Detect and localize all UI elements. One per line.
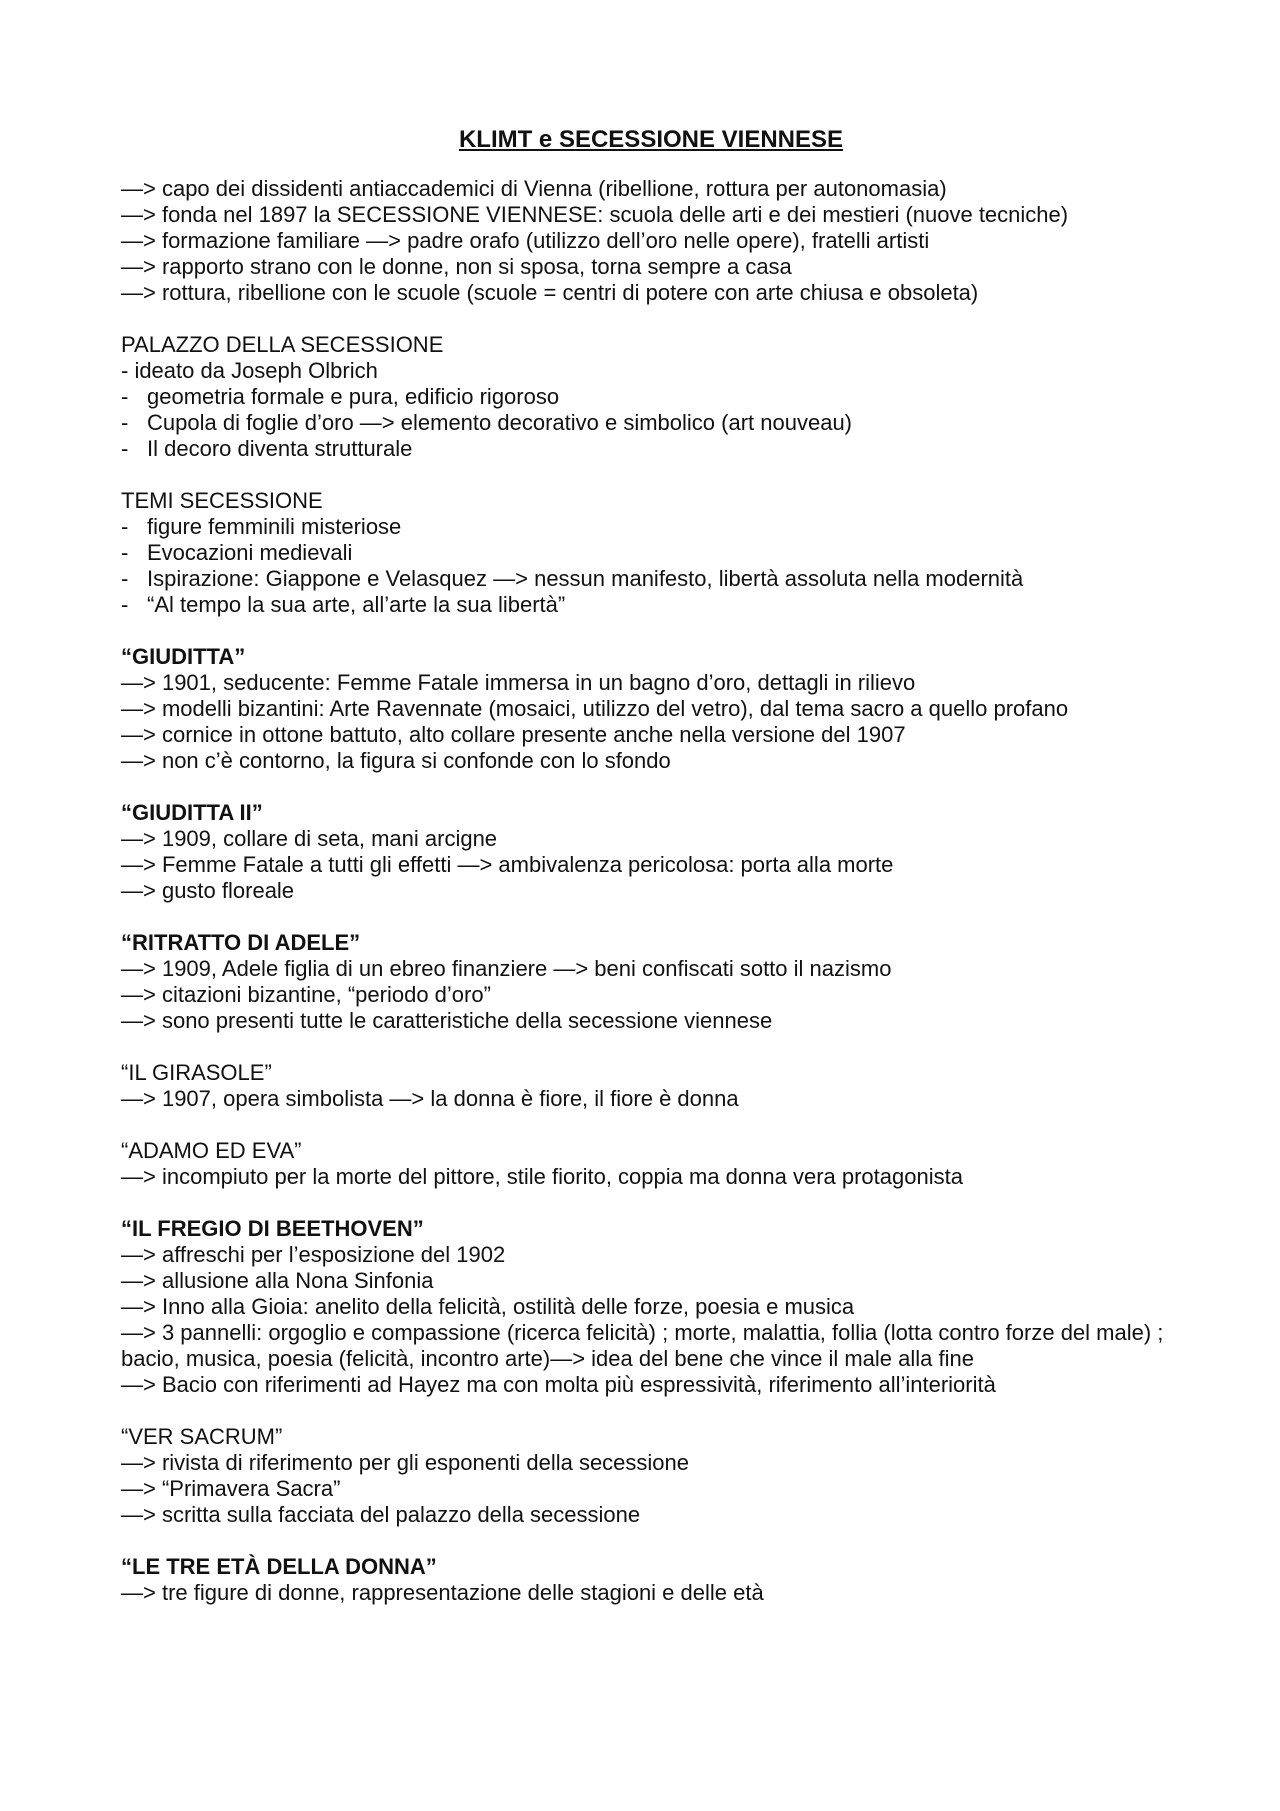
note-line: - ideato da Joseph Olbrich — [121, 358, 378, 383]
note-line: —> 1909, Adele figlia di un ebreo finanziere —> beni confiscati sotto il nazismo — [121, 956, 892, 981]
note-line: —> Inno alla Gioia: anelito della felicità, ostilità delle forze, poesia e musica — [121, 1294, 855, 1319]
note-line: —> modelli bizantini: Arte Ravennate (mosaici, utilizzo del vetro), dal tema sacro a quello profano — [121, 696, 1069, 721]
section-heading: TEMI SECESSIONE — [121, 488, 323, 513]
note-line: —> “Primavera Sacra” — [121, 1476, 341, 1501]
section-heading: “LE TRE ETÀ DELLA DONNA” — [121, 1554, 437, 1579]
section-heading: “VER SACRUM” — [121, 1424, 283, 1449]
document-title: KLIMT e SECESSIONE VIENNESE — [458, 126, 844, 153]
note-line: —> tre figure di donne, rappresentazione delle stagioni e delle età — [121, 1580, 764, 1605]
bullet-text: figure femminili misteriose — [147, 514, 402, 539]
note-line: —> allusione alla Nona Sinfonia — [121, 1268, 434, 1293]
note-line: —> Femme Fatale a tutti gli effetti —> ambivalenza pericolosa: porta alla morte — [121, 852, 894, 877]
note-line: —> rapporto strano con le donne, non si sposa, torna sempre a casa — [121, 254, 792, 279]
section-heading: “ADAMO ED EVA” — [121, 1138, 302, 1163]
note-line: —> affreschi per l’esposizione del 1902 — [121, 1242, 506, 1267]
bullet-dash: - — [121, 566, 129, 591]
note-line: —> sono presenti tutte le caratteristiche della secessione viennese — [121, 1008, 773, 1033]
note-line: —> fonda nel 1897 la SECESSIONE VIENNESE: scuola delle arti e dei mestieri (nuove tecniche) — [121, 202, 1069, 227]
section-heading: “GIUDITTA II” — [121, 800, 263, 825]
bullet-text: Evocazioni medievali — [147, 540, 353, 565]
bullet-item — [121, 566, 1181, 592]
note-section — [121, 1424, 1181, 1528]
note-section — [121, 800, 1181, 904]
note-line: —> 3 pannelli: orgoglio e compassione (ricerca felicità) ; morte, malattia, follia (lotta contro forze del male) ; bacio, musica, poesia (felicità, incontro arte)—> idea del bene che vince il male alla fine — [121, 1320, 1164, 1371]
note-section — [121, 1554, 1181, 1606]
note-line: —> capo dei dissidenti antiaccademici di Vienna (ribellione, rottura per autonomasia) — [121, 176, 947, 201]
bullet-item — [121, 384, 1181, 410]
note-section — [121, 332, 1181, 462]
note-line: —> scritta sulla facciata del palazzo della secessione — [121, 1502, 641, 1527]
bullet-item — [121, 410, 1181, 436]
bullet-text: geometria formale e pura, edificio rigoroso — [147, 384, 560, 409]
bullet-item — [121, 592, 1181, 618]
note-line: —> non c’è contorno, la figura si confonde con lo sfondo — [121, 748, 671, 773]
bullet-text: Il decoro diventa strutturale — [147, 436, 413, 461]
note-section — [121, 644, 1181, 774]
note-section — [121, 1216, 1181, 1398]
section-heading: “RITRATTO DI ADELE” — [121, 930, 361, 955]
bullet-dash: - — [121, 384, 129, 409]
section-heading: “IL GIRASOLE” — [121, 1060, 272, 1085]
note-line: —> rivista di riferimento per gli esponenti della secessione — [121, 1450, 690, 1475]
bullet-dash: - — [121, 436, 129, 461]
section-heading: “GIUDITTA” — [121, 644, 246, 669]
bullet-dash: - — [121, 410, 129, 435]
bullet-item — [121, 540, 1181, 566]
note-section — [121, 176, 1181, 306]
document-page — [121, 126, 1181, 1632]
note-line: —> 1901, seducente: Femme Fatale immersa in un bagno d’oro, dettagli in rilievo — [121, 670, 916, 695]
bullet-dash: - — [121, 540, 129, 565]
note-section — [121, 488, 1181, 618]
bullet-item — [121, 436, 1181, 462]
note-line: —> citazioni bizantine, “periodo d’oro” — [121, 982, 491, 1007]
note-line: —> gusto floreale — [121, 878, 295, 903]
section-heading: PALAZZO DELLA SECESSIONE — [121, 332, 444, 357]
bullet-text: “Al tempo la sua arte, all’arte la sua libertà” — [147, 592, 566, 617]
note-line: —> rottura, ribellione con le scuole (scuole = centri di potere con arte chiusa e obsoleta) — [121, 280, 979, 305]
note-line: —> cornice in ottone battuto, alto collare presente anche nella versione del 1907 — [121, 722, 906, 747]
note-line: —> incompiuto per la morte del pittore, stile fiorito, coppia ma donna vera protagonista — [121, 1164, 963, 1189]
bullet-text: Ispirazione: Giappone e Velasquez —> nessun manifesto, libertà assoluta nella modernità — [147, 566, 1024, 591]
note-line: —> Bacio con riferimenti ad Hayez ma con molta più espressività, riferimento all’interiorità — [121, 1372, 996, 1397]
note-section — [121, 930, 1181, 1034]
note-line: —> formazione familiare —> padre orafo (utilizzo dell’oro nelle opere), fratelli artisti — [121, 228, 930, 253]
note-line: —> 1909, collare di seta, mani arcigne — [121, 826, 498, 851]
bullet-text: Cupola di foglie d’oro —> elemento decorativo e simbolico (art nouveau) — [147, 410, 852, 435]
note-line: —> 1907, opera simbolista —> la donna è fiore, il fiore è donna — [121, 1086, 739, 1111]
document-body — [121, 176, 1181, 1606]
bullet-item — [121, 514, 1181, 540]
note-section — [121, 1138, 1181, 1190]
note-section — [121, 1060, 1181, 1112]
section-heading: “IL FREGIO DI BEETHOVEN” — [121, 1216, 424, 1241]
bullet-dash: - — [121, 592, 129, 617]
bullet-dash: - — [121, 514, 129, 539]
